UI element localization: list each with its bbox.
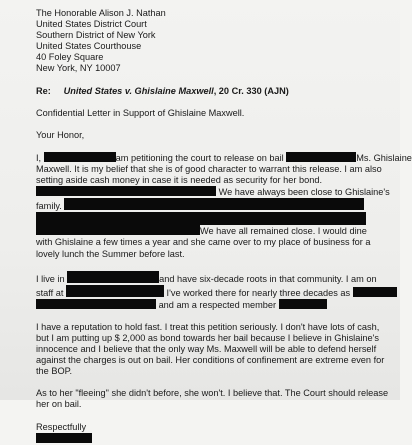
case-name: United States v. Ghislaine Maxwell: [63, 85, 214, 96]
redaction-block: [36, 186, 216, 196]
p1-text: We have always been close to Ghislaine's: [218, 187, 390, 198]
redaction-block: [64, 198, 364, 210]
address-line: United States Courthouse: [36, 41, 142, 52]
address-line: Southern District of New York: [36, 30, 156, 41]
address-line: New York, NY 10007: [36, 63, 121, 74]
p2-text: and have six-decade roots in that community. I am on: [159, 273, 377, 284]
re-prefix: Re:: [36, 85, 51, 96]
p1-text: setting aside cash money in case it is needed as security for her bond.: [36, 175, 322, 186]
closing-text: Respectfully: [36, 421, 87, 432]
redaction-block: [66, 285, 164, 297]
p1-text: with Ghislaine a few times a year and she came over to my place of business for a: [36, 237, 371, 248]
recipient-address: [36, 8, 370, 75]
redaction-block: [67, 271, 159, 283]
p2-text: staff at: [36, 287, 64, 298]
closing: [36, 422, 370, 433]
salutation: Your Honor,: [36, 129, 85, 140]
redaction-block: [36, 299, 156, 309]
p1-text: Ms. Ghislaine: [356, 152, 412, 163]
p3-text: but I am putting up $ 2,000 as bond towards her bail because I believe in Ghislaine's: [36, 332, 379, 343]
paragraph-3: [36, 321, 385, 377]
p3-text: innocence and I believe that the only way Ms. Maxwell will be able to defend herself: [36, 344, 377, 355]
p2-text: and am a respected member: [158, 299, 277, 310]
paragraph-4: [36, 388, 389, 410]
subject-line: Confidential Letter in Support of Ghislaine Maxwell.: [36, 107, 245, 118]
p1-text: am petitioning the court to release on bail: [115, 152, 284, 163]
p1-text: Maxwell. It is my belief that she is of good character to warrant this release. I am also: [36, 163, 382, 174]
p3-text: I have a reputation to hold fast. I treat this petition seriously. I don't have lots of cash,: [36, 321, 380, 332]
paragraph-2: [36, 271, 377, 311]
redaction-block: [279, 299, 327, 309]
redaction-block: [36, 433, 92, 443]
redaction-block: [286, 152, 356, 162]
redaction-block: [353, 287, 397, 297]
address-line: United States District Court: [36, 19, 147, 30]
p2-text: I live in: [36, 273, 65, 284]
redaction-block: [36, 225, 200, 235]
p4-text: As to her "fleeing" she didn't before, she won't. I believe that. The Court should release: [36, 388, 389, 399]
p1-text: family.: [36, 201, 62, 212]
address-line: The Honorable Alison J. Nathan: [36, 8, 166, 18]
paragraph-1: [36, 152, 412, 260]
p3-text: the BOP.: [36, 366, 73, 377]
p2-text: I've worked there for nearly three decades as: [166, 287, 351, 298]
p1-text: I,: [36, 152, 42, 163]
p1-text: lovely lunch the Summer before last.: [36, 248, 185, 259]
redaction-block: [36, 212, 366, 225]
address-line: 40 Foley Square: [36, 52, 104, 63]
p1-text: We have all remained close. I would dine: [200, 226, 367, 237]
case-number: , 20 Cr. 330 (AJN): [213, 85, 289, 96]
p4-text: her on bail.: [36, 399, 82, 410]
re-line: [36, 86, 370, 97]
p3-text: against the charges is out on bail. Her conditions of confinement are extreme even for: [36, 355, 385, 366]
redaction-block: [44, 152, 116, 162]
